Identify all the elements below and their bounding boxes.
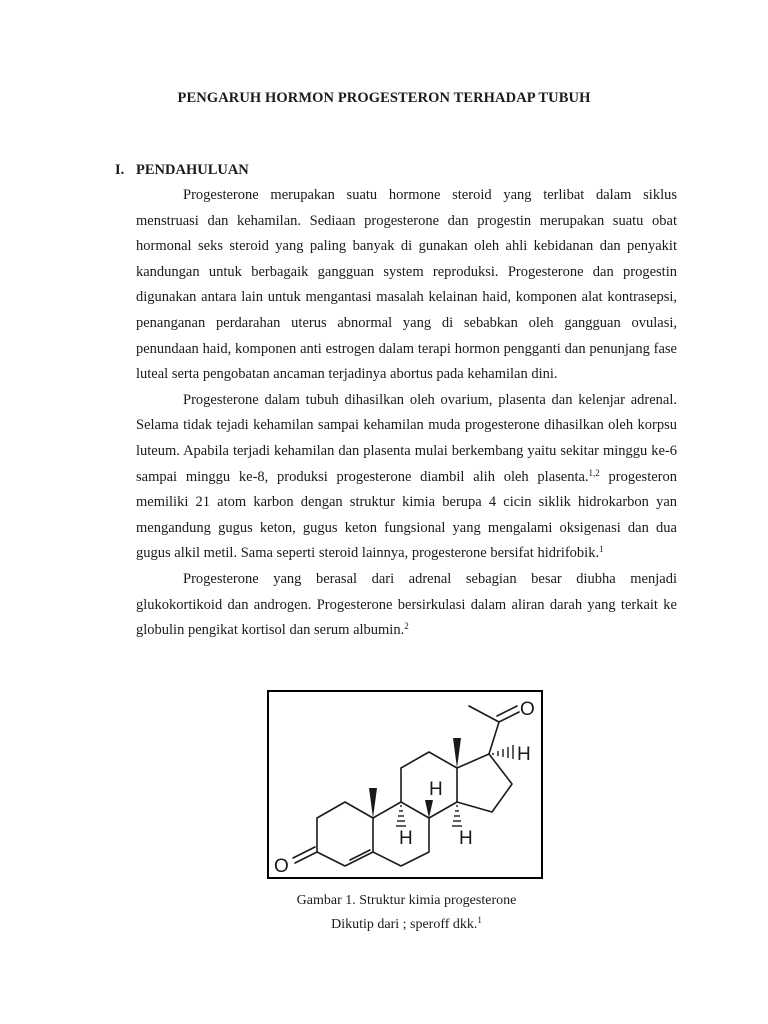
ring-d (457, 754, 512, 812)
hydrogen-label-c17: H (517, 744, 531, 765)
section-heading (115, 162, 249, 179)
ketone-double-bond (293, 847, 317, 863)
progesterone-structure-figure (267, 690, 543, 879)
caption-line-1: Gambar 1. Struktur kimia progesterone (296, 893, 517, 908)
paragraph-2-text-a: Progesterone dalam tubuh dihasilkan oleh ovarium, plasenta dan kelenjar adrenal. Selama tidak tejadi kehamilan sampai kehamilan muda progesterone dihasilkan oleh korpsu luteum. Apabila terjadi kehamilan dan plasenta mulai berkembang yaitu sekitar minggu ke-6 sampai minggu ke-8, produksi progesterone diambil alih oleh plasenta. (136, 391, 677, 485)
methyl-wedge-c19 (369, 788, 377, 818)
ketone-oxygen-label: O (274, 856, 289, 877)
methyl-wedge-c18 (453, 738, 461, 768)
citation-superscript: 1 (599, 544, 604, 555)
body-text (136, 183, 677, 644)
paragraph-2 (136, 388, 677, 567)
hydrogen-label-c8: H (429, 779, 443, 800)
hydrogen-label-c14: H (459, 828, 473, 849)
document-title: PENGARUH HORMON PROGESTERON TERHADAP TUBUH (177, 90, 591, 106)
hydrogen-wedge-c8 (425, 800, 433, 818)
section-title: PENDAHULUAN (136, 162, 249, 178)
paragraph-3-text: Progesterone yang berasal dari adrenal sebagian besar diubha menjadi glukokortikoid dan androgen. Progesterone bersirkulasi dalam aliran darah yang terkait ke globulin pengikat kortisol dan serum albumin. (136, 570, 677, 639)
paragraph-2-text-b: progesteron memiliki 21 atom karbon dengan struktur kimia berupa 4 cicin siklik hidrokarbon yan mengandung gugus keton, gugus keton fungsional yang mengalami oksigenasi dan dua gugus alkil metil. Sama seperti steroid lainnya, progesterone bersifat hidrifobik. (136, 468, 677, 562)
caption-line-2 (0, 913, 768, 937)
figure-caption (0, 889, 768, 937)
progesterone-structure-diagram (269, 692, 541, 877)
acetyl-group (469, 706, 519, 754)
ring-a (317, 802, 373, 866)
citation-superscript: 1,2 (588, 467, 600, 478)
acetyl-oxygen-label: O (520, 699, 535, 720)
hydrogen-label-c9: H (399, 828, 413, 849)
citation-superscript: 1 (477, 915, 482, 925)
caption-source: Dikutip dari ; speroff dkk. (331, 917, 478, 932)
hashed-bonds (396, 745, 513, 826)
section-number: I. (115, 162, 125, 178)
paragraph-1 (136, 183, 677, 388)
paragraph-3 (136, 567, 677, 644)
citation-superscript: 2 (404, 621, 409, 632)
paragraph-1-text: Progesterone merupakan suatu hormone steroid yang terlibat dalam siklus menstruasi dan kehamilan. Sediaan progesterone dan progestin merupakan suatu obat hormonal seks steroid yang paling banyak di gunakan oleh ahli kebidanan dan penyakit kandungan untuk berbagaik gangguan system reproduksi. Progesterone dan progestin digunakan antara lain untuk mengantasi masalah kelainan haid, komponen alat kontrasepsi, penanganan perdarahan uterus abnormal yang di sebabkan oleh gangguan ovulasi, penundaan haid, komponen anti estrogen dalam terapi hormon pengganti dan penunjang fase luteal serta pengobatan ancaman terjadinya abortus pada kehamilan dini. (136, 187, 677, 383)
